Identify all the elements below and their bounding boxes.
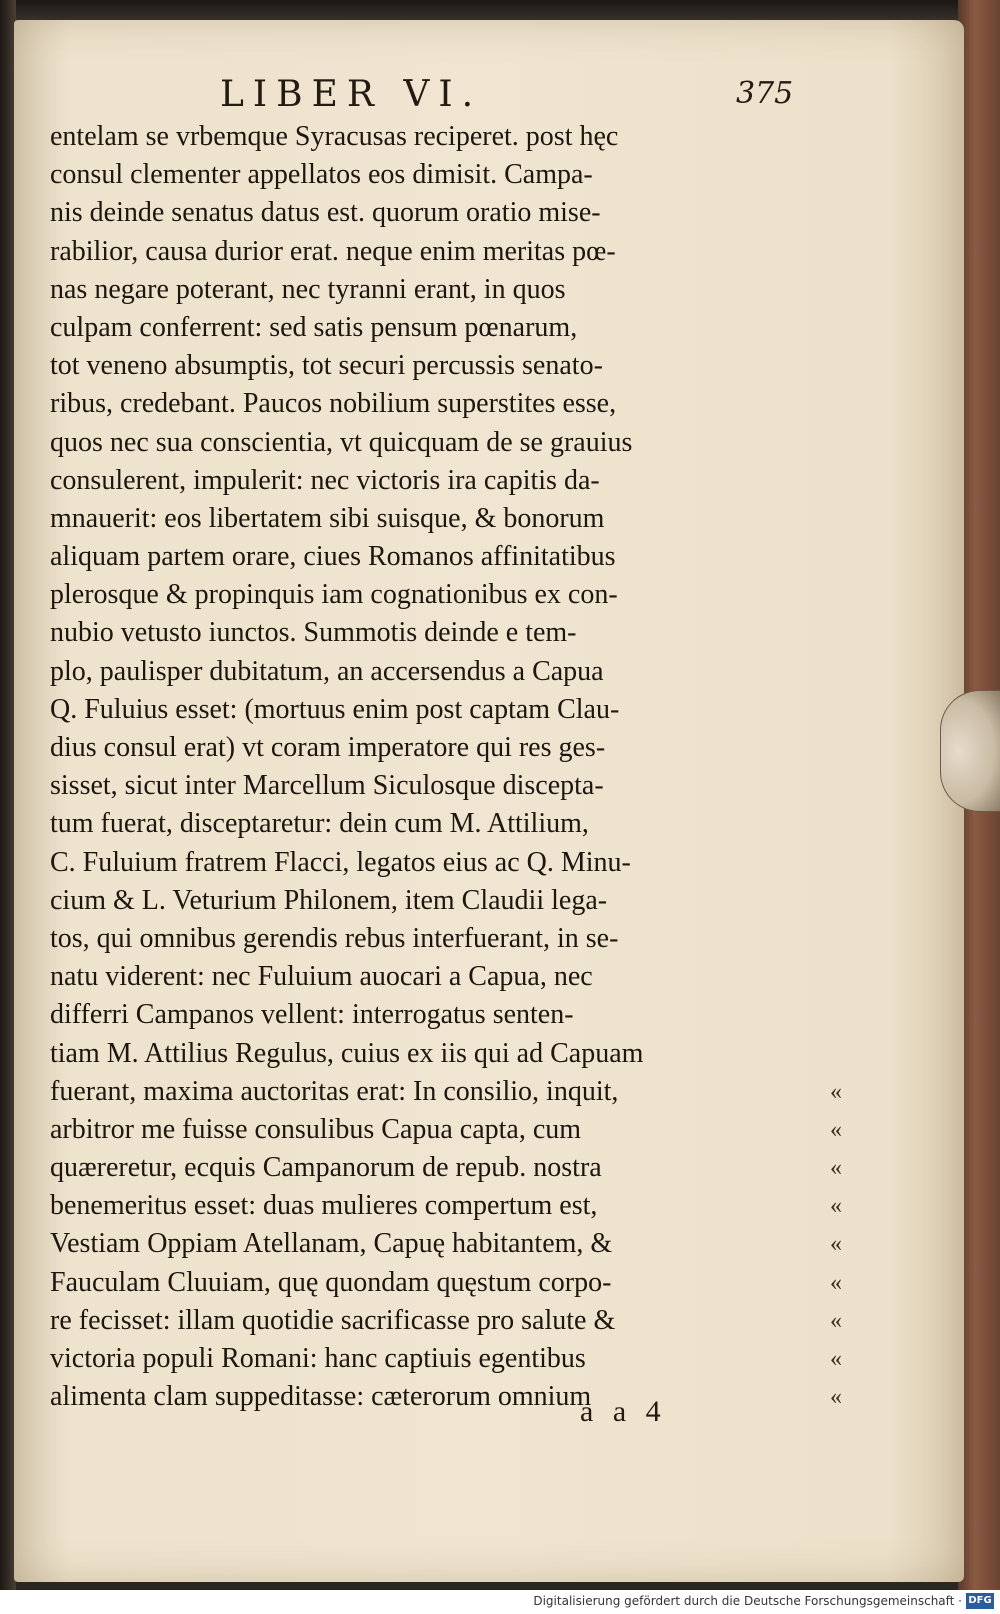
text-line bbox=[50, 538, 850, 576]
line-text: C. Fuluium fratrem Flacci, legatos eius ac Q. Minu- bbox=[50, 846, 631, 878]
line-text: differri Campanos vellent: interrogatus senten- bbox=[50, 999, 574, 1031]
quotation-mark: « bbox=[830, 1193, 842, 1220]
text-line bbox=[50, 500, 850, 538]
body-text bbox=[50, 118, 850, 1416]
line-text: culpam conferrent: sed satis pensum pœnarum, bbox=[50, 311, 578, 343]
line-text: tum fuerat, disceptaretur: dein cum M. Attilium, bbox=[50, 808, 589, 840]
text-line bbox=[50, 614, 850, 652]
text-line bbox=[50, 767, 850, 805]
page-header bbox=[220, 74, 820, 124]
line-text: Fauculam Cluuiam, quę quondam quęstum corpo- bbox=[50, 1266, 612, 1298]
line-text: dius consul erat) vt coram imperatore qui res ges- bbox=[50, 732, 606, 763]
text-line bbox=[50, 424, 850, 462]
line-text: aliquam partem orare, ciues Romanos affinitatibus bbox=[50, 541, 616, 573]
line-text: alimenta clam suppeditasse: cæterorum omnium bbox=[50, 1381, 592, 1413]
line-text: tos, qui omnibus gerendis rebus interfuerant, in se- bbox=[50, 922, 619, 954]
page-tab-marker bbox=[940, 690, 1000, 812]
text-line bbox=[50, 1340, 850, 1378]
quotation-mark: « bbox=[830, 1346, 842, 1372]
signature-mark: a a 4 bbox=[580, 1395, 667, 1428]
line-text: Q. Fuluius esset: (mortuus enim post captam Clau- bbox=[50, 693, 620, 725]
text-line bbox=[50, 1187, 850, 1225]
text-line bbox=[50, 576, 850, 614]
line-text: natu viderent: nec Fuluium auocari a Capua, nec bbox=[50, 961, 593, 993]
dfg-logo: DFG bbox=[966, 1593, 994, 1609]
line-text: rabilior, causa durior erat. neque enim meritas pœ- bbox=[50, 235, 616, 267]
line-text: nubio vetusto iunctos. Summotis deinde e tem- bbox=[50, 617, 577, 649]
text-line bbox=[50, 844, 850, 882]
line-text: ribus, credebant. Paucos nobilium superstites esse, bbox=[50, 388, 617, 420]
text-line bbox=[50, 882, 850, 920]
text-line bbox=[50, 1035, 850, 1073]
line-text: mnauerit: eos libertatem sibi suisque, & bonorum bbox=[50, 502, 605, 534]
line-text: nas negare poterant, nec tyranni erant, in quos bbox=[50, 273, 566, 305]
line-text: Vestiam Oppiam Atellanam, Capuę habitantem, & bbox=[50, 1228, 613, 1260]
running-title: LIBER VI. bbox=[220, 74, 483, 115]
line-text: quos nec sua conscientia, vt quicquam de se grauius bbox=[50, 426, 633, 458]
text-line bbox=[50, 1073, 850, 1111]
line-text: fuerant, maxima auctoritas erat: In consilio, inquit, bbox=[50, 1075, 619, 1107]
quotation-mark: « bbox=[830, 1231, 842, 1258]
quotation-mark: « bbox=[830, 1384, 842, 1411]
text-line bbox=[50, 729, 850, 767]
text-line bbox=[50, 996, 850, 1034]
text-line bbox=[50, 653, 850, 691]
quotation-mark: « bbox=[830, 1269, 842, 1296]
line-text: quæreretur, ecquis Campanorum de repub. nostra bbox=[50, 1152, 602, 1184]
line-text: sisset, sicut inter Marcellum Siculosque discepta- bbox=[50, 770, 604, 802]
page-number: 375 bbox=[736, 76, 794, 111]
book-top-edge bbox=[0, 0, 1000, 22]
line-text: victoria populi Romani: hanc captiuis egentibus bbox=[50, 1343, 586, 1374]
line-text: re fecisset: illam quotidie sacrificasse pro salute & bbox=[50, 1304, 616, 1336]
text-line bbox=[50, 1302, 850, 1340]
text-line bbox=[50, 309, 850, 347]
text-line bbox=[50, 1225, 850, 1263]
quotation-mark: « bbox=[830, 1155, 842, 1182]
credit-text: Digitalisierung gefördert durch die Deutsche Forschungsgemeinschaft · bbox=[533, 1594, 962, 1608]
text-line bbox=[50, 462, 850, 500]
text-line bbox=[50, 691, 850, 729]
text-line bbox=[50, 805, 850, 843]
text-line bbox=[50, 920, 850, 958]
line-text: nis deinde senatus datus est. quorum oratio mise- bbox=[50, 197, 601, 229]
line-text: plerosque & propinquis iam cognationibus ex con- bbox=[50, 579, 618, 611]
line-text: plo, paulisper dubitatum, an accersendus a Capua bbox=[50, 655, 604, 687]
text-line bbox=[50, 233, 850, 271]
digitization-credit-bar bbox=[0, 1590, 1000, 1614]
text-line bbox=[50, 347, 850, 385]
text-line bbox=[50, 1149, 850, 1187]
text-line bbox=[50, 958, 850, 996]
text-line bbox=[50, 1111, 850, 1149]
quotation-mark: « bbox=[830, 1078, 842, 1105]
text-line bbox=[50, 385, 850, 423]
line-text: benemeritus esset: duas mulieres compertum est, bbox=[50, 1190, 598, 1222]
text-line bbox=[50, 1378, 850, 1416]
line-text: tot veneno absumptis, tot securi percussis senato- bbox=[50, 350, 603, 382]
line-text: entelam se vrbemque Syracusas reciperet. post hęc bbox=[50, 121, 619, 152]
text-line bbox=[50, 271, 850, 309]
line-text: arbitror me fuisse consulibus Capua capta, cum bbox=[50, 1113, 582, 1145]
text-line bbox=[50, 1264, 850, 1302]
quotation-mark: « bbox=[830, 1116, 842, 1143]
line-text: tiam M. Attilius Regulus, cuius ex iis qui ad Capuam bbox=[50, 1037, 644, 1069]
text-line bbox=[50, 118, 850, 156]
text-line bbox=[50, 156, 850, 194]
text-line bbox=[50, 194, 850, 232]
line-text: consulerent, impulerit: nec victoris ira capitis da- bbox=[50, 464, 600, 496]
line-text: consul clementer appellatos eos dimisit. Campa- bbox=[50, 159, 593, 191]
quotation-mark: « bbox=[830, 1307, 842, 1334]
line-text: cium & L. Veturium Philonem, item Claudii lega- bbox=[50, 884, 608, 916]
